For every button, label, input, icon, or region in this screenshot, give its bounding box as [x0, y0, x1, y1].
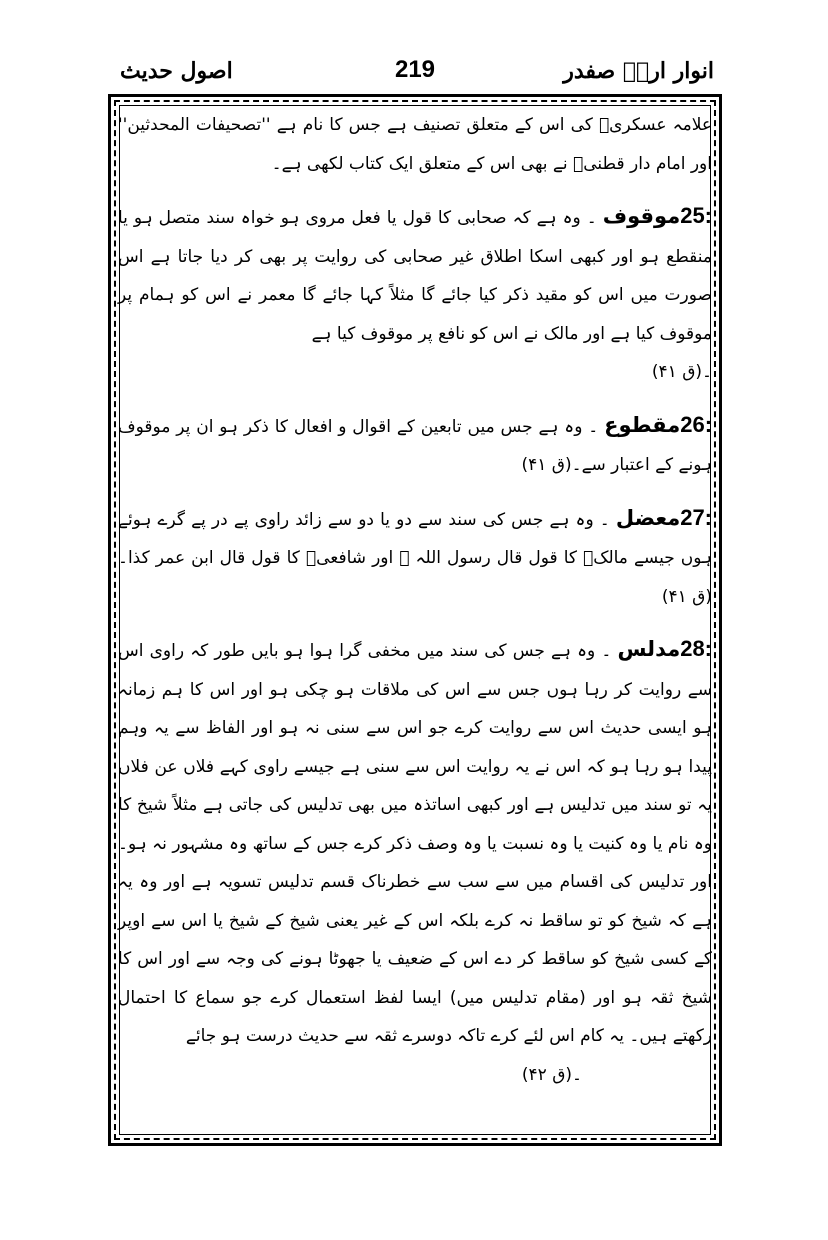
- entry-number: 26:: [680, 411, 713, 437]
- book-title: انوار ارحؒ صفدر: [563, 58, 714, 84]
- entry-reference: (ق ۴۱): [521, 455, 572, 475]
- entry-27: [118, 499, 712, 617]
- intro-line-1: علامہ عسکریؒ کی اس کے متعلق تصنیف ہے جس کا نام ہے ''تصحیفات المحدثین'' اور امام: [118, 115, 712, 174]
- entry-number: 28:: [680, 636, 712, 661]
- entry-26: [118, 406, 712, 485]
- entry-term: مدلس: [617, 637, 681, 661]
- entry-text: ۔ وہ ہے جس میں تابعین کے اقوال و افعال کا ذکر ہو ان پر موقوف ہونے کے اعتبار سے۔: [118, 416, 712, 475]
- entry-term: موقوف: [602, 204, 681, 228]
- section-title: اصول حدیث: [120, 58, 233, 84]
- entry-reference: (ق ۴۱): [661, 586, 712, 607]
- entry-28: [118, 630, 712, 1056]
- entry-reference: ۔(ق ۴۲): [521, 1064, 582, 1085]
- entry-text: ۔ وہ ہے جس کی سند میں مخفی گرا ہوا ہو بایں طور کہ راوی اس سے روایت کر رہا ہوں جس سے اس کی ملاقات ہو چکی ہو اور اس کا ہم زمانہ ہو ایسی حدیث اس سے روایت کرے جو اس سے سنی نہ ہو اور الفاظ سے یہ وہم پیدا ہو رہا ہو کہ اس نے یہ روایت اس سے سنی ہے جیسے راوی کہے فلاں عن فلاں یہ تو سند میں تدلیس ہے اور کبھی اساتذہ میں بھی تدلیس کی جاتی ہے مثلاً شیخ کا وہ نام یا وہ کنیت یا وہ نسبت یا وہ وصف ذکر کرے جس کے ساتھ وہ مشہور نہ ہو۔ اور تدلیس کی اقسام میں سے سب سے خطرناک قسم تدلیس تسویہ ہے اور وہ یہ ہے کہ شیخ کو تو ساقط نہ کرے بلکہ اس کے غیر یعنی شیخ کے شیخ یا اس سے اوپر کے کسی شیخ کو ساقط کر دے اس کے ضعیف یا جھوٹا ہونے کی وجہ سے اور اس کا شیخ ثقہ ہو اور (مقام تدلیس میں) ایسا لفظ استعمال کرے جو سماع کا احتمال رکھتے ہیں۔ یہ کام اس لئے کرے تاکہ دوسرے ثقہ سے حدیث درست ہو جائے: [118, 641, 712, 1046]
- entry-number: 25:: [680, 203, 712, 228]
- entry-term: مقطوع: [604, 412, 681, 437]
- intro-line-2: دار قطنیؒ نے بھی اس کے متعلق ایک کتاب لکھی ہے۔: [271, 153, 651, 174]
- intro-paragraph: [118, 106, 712, 183]
- entry-term: معضل: [615, 505, 681, 530]
- page-body: [118, 106, 712, 1094]
- entry-reference: ۔(ق ۴۱): [651, 362, 712, 382]
- entry-number: 27:: [680, 504, 712, 530]
- entry-25: [118, 197, 712, 353]
- page-header: [108, 52, 722, 92]
- page-number: 219: [394, 56, 436, 83]
- entry-text: ۔ وہ ہے کہ صحابی کا قول یا فعل مروی ہو خواہ سند متصل ہو یا منقطع ہو اور کبھی اسکا اطلاق غیر صحابی کی روایت پر بھی کر دیا جاتا ہے اس صورت میں اس کو مقید ذکر کیا جائے گا مثلاً کہا جائے گا معمر نے اس کو ہمام پر موقوف کیا ہے اور مالک نے اس کو نافع پر موقوف کیا ہے: [118, 208, 712, 344]
- entry-text: ۔ وہ ہے جس کی سند سے دو یا دو سے زائد راوی پے در پے گرے ہوئے ہوں جیسے مالکؒ کا قول قال رسول اللہ ﷺ اور شافعیؒ کا قول قال ابن عمر کذا۔: [118, 509, 712, 568]
